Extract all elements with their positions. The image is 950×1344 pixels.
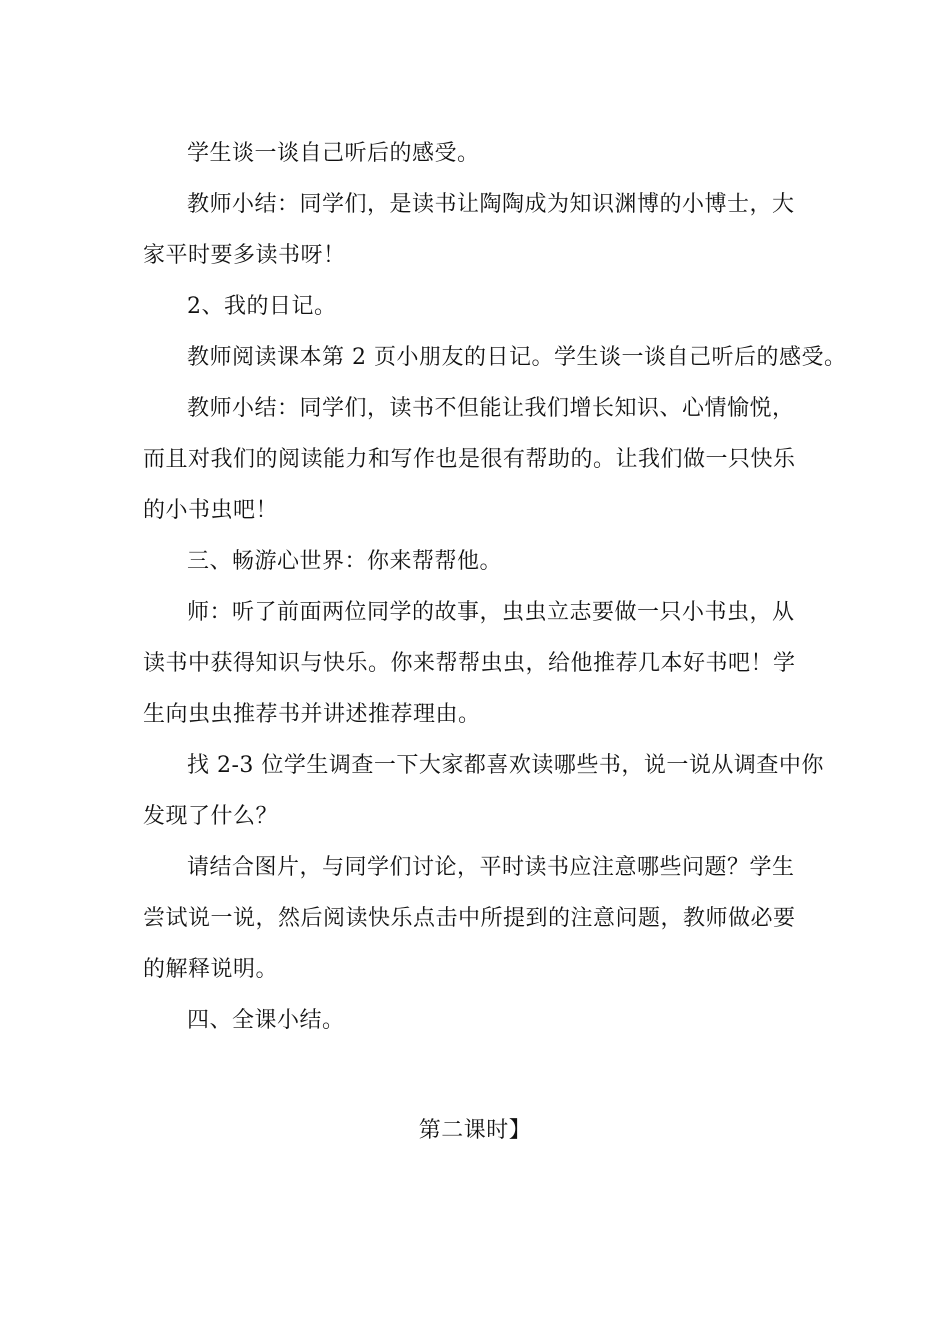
paragraph-line: 而且对我们的阅读能力和写作也是很有帮助的。让我们做一只快乐 bbox=[143, 447, 796, 472]
paragraph-line: 的小书虫吧！ bbox=[143, 498, 279, 523]
paragraph-line: 找 2-3 位学生调查一下大家都喜欢读哪些书，说一说从调查中你 bbox=[187, 753, 824, 778]
paragraph-line: 师：听了前面两位同学的故事，虫虫立志要做一只小书虫，从 bbox=[187, 600, 795, 625]
section-title: 第二课时】 bbox=[418, 1118, 532, 1143]
paragraph-line: 家平时要多读书呀！ bbox=[143, 243, 346, 268]
paragraph-line: 尝试说一说，然后阅读快乐点击中所提到的注意问题，教师做必要 bbox=[143, 906, 796, 931]
paragraph-line: 教师小结：同学们，是读书让陶陶成为知识渊博的小博士，大 bbox=[187, 192, 795, 217]
paragraph-line: 发现了什么？ bbox=[143, 804, 279, 829]
paragraph-line: 2、我的日记。 bbox=[187, 294, 337, 319]
paragraph-line: 学生谈一谈自己听后的感受。 bbox=[187, 141, 480, 166]
paragraph-line: 教师小结：同学们，读书不但能让我们增长知识、心情愉悦， bbox=[187, 396, 795, 421]
paragraph-line: 四、全课小结。 bbox=[187, 1008, 345, 1033]
paragraph-line: 请结合图片，与同学们讨论，平时读书应注意哪些问题？学生 bbox=[187, 855, 795, 880]
paragraph-line: 教师阅读课本第 2 页小朋友的日记。学生谈一谈自己听后的感受。 bbox=[187, 345, 847, 370]
paragraph-line: 三、畅游心世界：你来帮帮他。 bbox=[187, 549, 503, 574]
paragraph-line: 的解释说明。 bbox=[143, 957, 279, 982]
paragraph-line: 生向虫虫推荐书并讲述推荐理由。 bbox=[143, 702, 481, 727]
paragraph-line: 读书中获得知识与快乐。你来帮帮虫虫，给他推荐几本好书吧！学 bbox=[143, 651, 796, 676]
